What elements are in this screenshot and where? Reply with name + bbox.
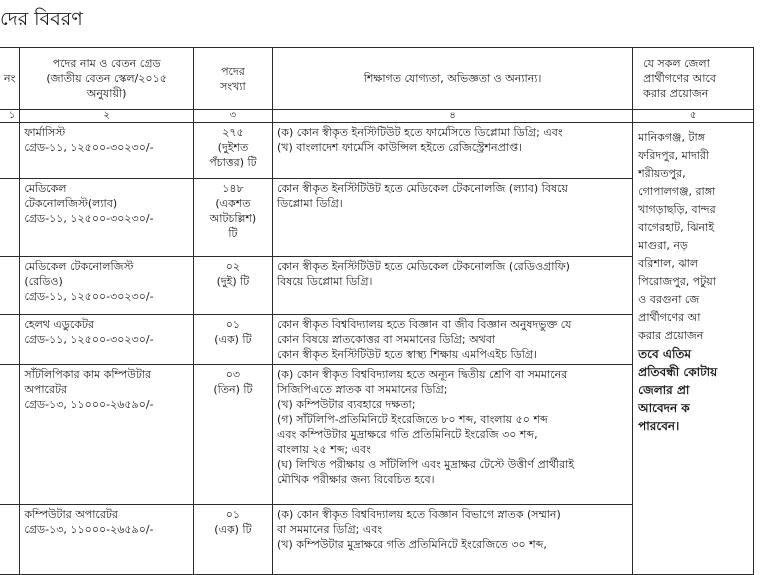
serial-cell (0, 365, 20, 505)
header-post: পদের নাম ও বেতন গ্রেড (জাতীয় বেতন স্কেল/২০১৫ অনুযায়ী) (20, 48, 194, 110)
serial-cell (0, 315, 20, 365)
header-count: পদের সংখ্যা (193, 48, 272, 110)
count-cell: ১৪৮ (একশত আটচল্লিশ) টি (193, 179, 272, 257)
qualification-cell: (ক) কোন স্বীকৃত ইনস্টিটিউট হতে ফার্মেসিতে ডিপ্লোমা ডিগ্রি; এবং (খ) বাংলাদেশ ফার্মেসি কাউন্সিল হইতে রেজিস্ট্রেশনপ্রাপ্ত। (273, 123, 633, 179)
serial-cell (0, 257, 20, 315)
post-cell: মেডিকেল টেকনোলজিস্ট (রেডিও) গ্রেড-১১, ১২৫০০-৩০২৩০/- (20, 257, 194, 315)
column-number: ২ (20, 110, 194, 123)
district-cell: মানিকগঞ্জ, টাঙ্গ ফরিদপুর, মাদারী শরীয়তপুর, গোপালগঞ্জ, রাঙ্গা খাগড়াছড়ি, বান্দর বাগেরহাট, ঝিনাই মাগুরা, নড় বরিশাল, ঝাল পিরোজপুর, পটুয়া ও বরগুনা জে প্রার্থীগণের আ করার প্রয়োজন তবে এতিম প্রতিবন্ধী কোটায় জেলার প্রা আবেদন ক পারবেন। (633, 123, 754, 575)
count-cell: ০২ (দুই) টি (193, 257, 272, 315)
column-number: ১ (0, 110, 20, 123)
header-qualification: শিক্ষাগত যোগ্যতা, অভিজ্ঞতা ও অন্যান্য। (273, 48, 633, 110)
qualification-cell: কোন স্বীকৃত ইনস্টিটিউট হতে মেডিকেল টেকনোলজি (ল্যাব) বিষয়ে ডিপ্লোমা ডিগ্রি। (273, 179, 633, 257)
job-post-table (0, 47, 754, 575)
column-number: ৫ (633, 110, 754, 123)
column-number-row (0, 110, 754, 123)
column-number: ৩ (193, 110, 272, 123)
count-cell: ০১ (এক) টি (193, 505, 272, 575)
table-row (0, 123, 754, 179)
qualification-cell: কোন স্বীকৃত বিশ্ববিদ্যালয় হতে বিজ্ঞান বা জীব বিজ্ঞান অনুষদভুক্ত যে কোন বিষয়ে স্নাতকোত্তর বা সমমানের ডিগ্রি; অথবা কোন স্বীকৃত ইনস্টিটিউট হতে স্বাস্থ্য শিক্ষায় এমপিএইচ ডিগ্রি। (273, 315, 633, 365)
header-districts: যে সকল জেলা প্রার্থীগণের আবে করার প্রয়োজন (633, 48, 754, 110)
count-cell: ০৩ (তিন) টি (193, 365, 272, 505)
serial-cell (0, 505, 20, 575)
qualification-cell: কোন স্বীকৃত ইনস্টিটিউট হতে মেডিকেল টেকনোলজি (রেডিওগ্রাফি) বিষয়ে ডিপ্লোমা ডিগ্রি। (273, 257, 633, 315)
table-header-row (0, 48, 754, 110)
serial-cell (0, 179, 20, 257)
post-cell: সাঁটলিপিকার কাম কম্পিউটার অপারেটর গ্রেড-১৩, ১১০০০-২৬৫৯০/- (20, 365, 194, 505)
post-cell: মেডিকেল টেকনোলজিস্ট(ল্যাব) গ্রেড-১১, ১২৫০০-৩০২৩০/- (20, 179, 194, 257)
qualification-cell: (ক) কোন স্বীকৃত বিশ্ববিদ্যালয় হতে অন্যূন দ্বিতীয় শ্রেণি বা সমমানের সিজিপিএতে স্নাতক বা সমমানের ডিগ্রি; (খ) কম্পিউটার ব্যবহারে দক্ষতা; (গ) সাঁটলিপি-প্রতিমিনিটে ইংরেজিতে ৮০ শব্দ, বাংলায় ৫০ শব্দ এবং কম্পিউটার মুদ্রাক্ষরে গতি প্রতিমিনিটে ইংরেজি ৩০ শব্দ, বাংলায় ২৫ শব্দ; এবং (ঘ) লিখিত পরীক্ষায় ও সাঁটলিপি এবং মুদ্রাক্ষর টেস্টে উত্তীর্ণ প্রার্থীরাই মৌখিক পরীক্ষার জন্য বিবেচিত হবে। (273, 365, 633, 505)
serial-cell (0, 123, 20, 179)
post-cell: কম্পিউটার অপারেটর গ্রেড-১৩, ১১০০০-২৬৫৯০/- (20, 505, 194, 575)
count-cell: ২৭৫ (দুইশত পঁচাত্তর) টি (193, 123, 272, 179)
page-heading: দের বিবরণ (0, 8, 83, 30)
post-cell: ফার্মাসিস্ট গ্রেড-১১, ১২৫০০-৩০২৩০/- (20, 123, 194, 179)
column-number: ৪ (273, 110, 633, 123)
header-serial: নং (0, 48, 20, 110)
qualification-cell: (ক) কোন স্বীকৃত বিশ্ববিদ্যালয় হতে বিজ্ঞান বিভাগে স্নাতক (সম্মান) বা সমমানের ডিগ্রি; এবং (খ) কম্পিউটার মুদ্রাক্ষরে গতি প্রতিমিনিটে ইংরেজিতে ৩০ শব্দ, (273, 505, 633, 575)
count-cell: ০১ (এক) টি (193, 315, 272, 365)
post-cell: হেলথ এডুকেটর গ্রেড-১১, ১২৫০০-৩০২৩০/- (20, 315, 194, 365)
